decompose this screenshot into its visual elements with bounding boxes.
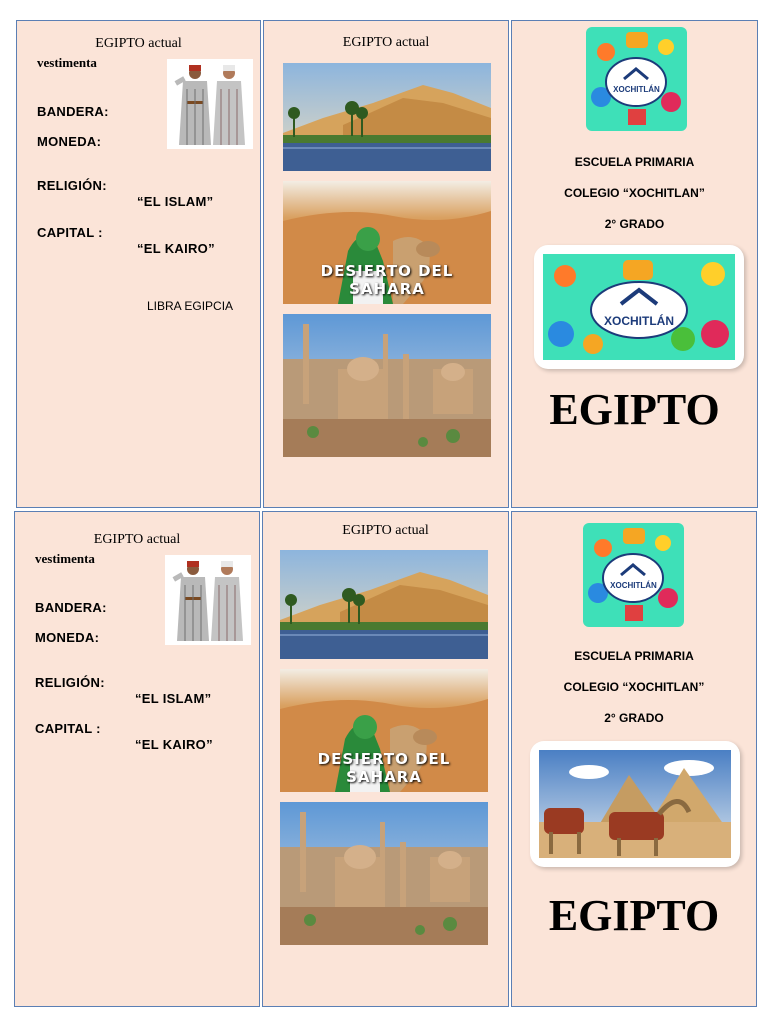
capital-value: “EL KAIRO” [137,241,215,256]
college-name: COLEGIO “XOCHITLAN” [563,680,705,694]
panel-title: EGIPTO actual [93,532,181,547]
photos-panel-top [263,20,509,508]
cover-panel-bottom [511,511,757,1007]
sahara-caption: DESIERTO DEL SAHARA [317,750,451,786]
college-name: COLEGIO “XOCHITLAN” [564,186,705,200]
clothing-image [165,555,251,645]
grade-label: 2° GRADO [604,711,664,725]
logo-text: XOCHITLÁN [610,581,657,590]
currency-value: LIBRA EGIPCIA [147,299,234,313]
capital-label: CAPITAL : [35,721,101,736]
panel-title: EGIPTO actual [342,35,430,50]
religion-value: “EL ISLAM” [137,194,214,209]
clothing-label: vestimenta [37,55,97,70]
school-logo [586,27,687,131]
capital-label: CAPITAL : [37,225,103,240]
school-name: ESCUELA PRIMARIA [574,649,694,663]
logo-text: XOCHITLÁN [613,85,660,94]
flag-label: BANDERA: [35,600,107,615]
sahara-camel-image [283,181,491,304]
school-logo [583,523,684,627]
cover-title: EGIPTO [549,385,720,434]
capital-value: “EL KAIRO” [135,737,213,752]
flag-label: BANDERA: [37,104,109,119]
sahara-camel-image [280,669,488,792]
school-logo-large [534,245,744,369]
religion-value: “EL ISLAM” [135,691,212,706]
logo-text: XOCHITLÁN [604,314,674,328]
clothing-image [167,59,253,149]
info-panel-top [16,20,261,508]
school-name: ESCUELA PRIMARIA [574,155,695,169]
cover-title: EGIPTO [548,891,720,940]
panel-title: EGIPTO actual [95,36,182,51]
grade-label: 2° GRADO [604,217,665,231]
nile-oasis-image [283,63,491,171]
cairo-city-image [280,802,488,945]
nile-oasis-image [280,550,488,659]
cover-panel-top [511,20,758,508]
religion-label: RELIGIÓN: [35,675,105,690]
cairo-city-image [283,314,491,457]
sahara-caption: DESIERTO DEL SAHARA [320,262,454,298]
photos-panel-bottom [262,511,509,1007]
religion-label: RELIGIÓN: [37,178,107,193]
panel-title: EGIPTO actual [342,523,429,538]
pyramids-image [530,741,740,867]
currency-label: MONEDA: [37,134,102,149]
info-panel-bottom [14,511,260,1007]
currency-label: MONEDA: [35,630,100,645]
clothing-label: vestimenta [35,551,95,566]
